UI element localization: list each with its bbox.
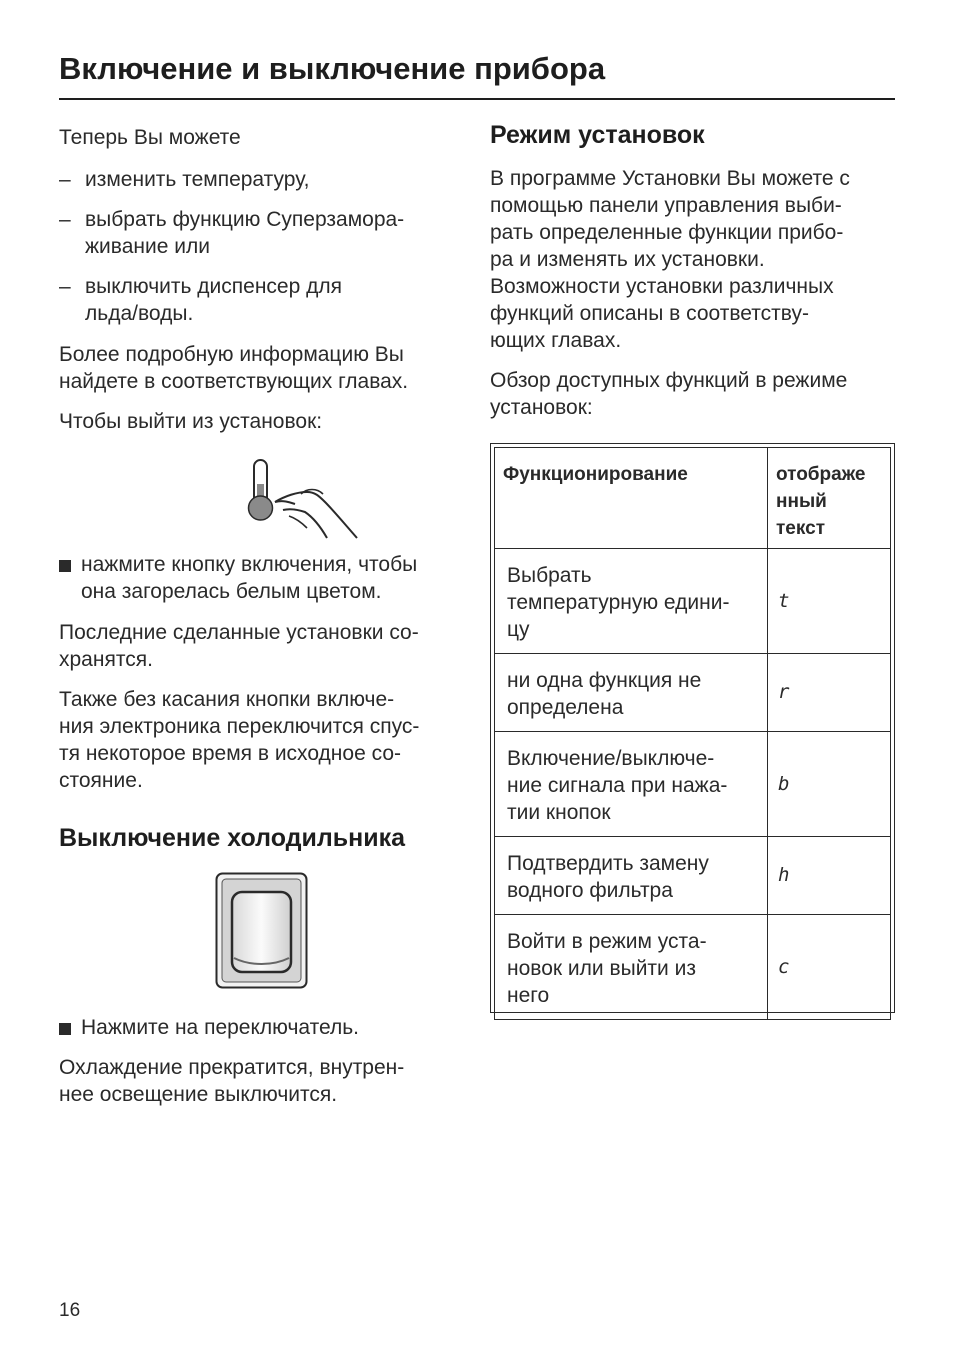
bullet-square-icon xyxy=(59,560,71,572)
column-header-display: отображе нный текст xyxy=(768,448,891,549)
intro-text: Теперь Вы можете xyxy=(59,126,241,149)
function-cell: Подтвердить замену водного фильтра xyxy=(495,837,768,915)
thermometer-touch-icon xyxy=(245,458,365,542)
display-cell xyxy=(768,837,891,915)
function-cell: ни одна функция не определена xyxy=(495,654,768,732)
function-cell: Войти в режим уста- новок или выйти из него xyxy=(495,915,768,1020)
auto-return-note: Также без касания кнопки включе- ния электроника переключится спус- тя некоторое время в исходное со- стояние. xyxy=(59,688,420,792)
function-cell: Выбрать температурную едини- цу xyxy=(495,549,768,654)
rocker-switch-icon xyxy=(215,872,308,989)
functions-table xyxy=(494,447,891,1020)
result-note: Охлаждение прекратится, внутрен- нее освещение выключится. xyxy=(59,1056,405,1106)
more-info-text: Более подробную информацию Вы найдете в соответствующих главах. xyxy=(59,343,409,393)
dash-marker: – xyxy=(59,275,71,298)
display-cell xyxy=(768,549,891,654)
display-code: r xyxy=(778,681,790,703)
saved-note: Последние сделанные установки со- хранятся. xyxy=(59,621,419,671)
functions-table-frame xyxy=(490,443,895,1013)
list-item xyxy=(59,273,469,327)
step-instruction xyxy=(59,551,469,605)
step-text: нажмите кнопку включения, чтобы она загорелась белым цветом. xyxy=(81,553,418,603)
display-code: b xyxy=(778,772,790,795)
settings-mode-heading: Режим установок xyxy=(490,121,705,149)
bullet-square-icon xyxy=(59,1023,71,1035)
table-row xyxy=(495,654,891,732)
display-cell xyxy=(768,654,891,732)
table-row xyxy=(495,915,891,1020)
function-cell: Включение/выключе- ние сигнала при нажа- тии кнопок xyxy=(495,732,768,837)
functions-overview-intro: Обзор доступных функций в режиме установок: xyxy=(490,369,848,419)
fridge-off-heading: Выключение холодильника xyxy=(59,824,406,852)
exit-label: Чтобы выйти из установок: xyxy=(59,410,323,433)
step-instruction xyxy=(59,1014,469,1041)
display-code: h xyxy=(778,864,790,886)
page-title: Включение и выключение прибора xyxy=(59,50,895,100)
settings-description: В программе Установки Вы можете с помощью панели управления выби- рать определенные функции прибо- ра и изменять их установки. Возможности установки различных функций описаны в соответству- ющих главах. xyxy=(490,167,850,352)
list-item-text: изменить температуру, xyxy=(85,168,310,191)
table-row xyxy=(495,549,891,654)
column-header-function: Функционирование xyxy=(495,448,768,549)
dash-marker: – xyxy=(59,168,71,191)
dash-marker: – xyxy=(59,208,71,231)
display-code: c xyxy=(778,955,790,978)
display-code: t xyxy=(778,589,790,612)
step-text: Нажмите на переключатель. xyxy=(81,1016,359,1039)
list-item xyxy=(59,206,469,260)
list-item-text: выключить диспенсер для льда/воды. xyxy=(85,275,342,325)
table-row xyxy=(495,732,891,837)
display-cell xyxy=(768,732,891,837)
list-item xyxy=(59,166,469,193)
display-cell xyxy=(768,915,891,1020)
list-item-text: выбрать функцию Суперзамора- живание или xyxy=(85,208,405,258)
page-number: 16 xyxy=(59,1300,81,1321)
table-header-row xyxy=(495,448,891,549)
table-row xyxy=(495,837,891,915)
